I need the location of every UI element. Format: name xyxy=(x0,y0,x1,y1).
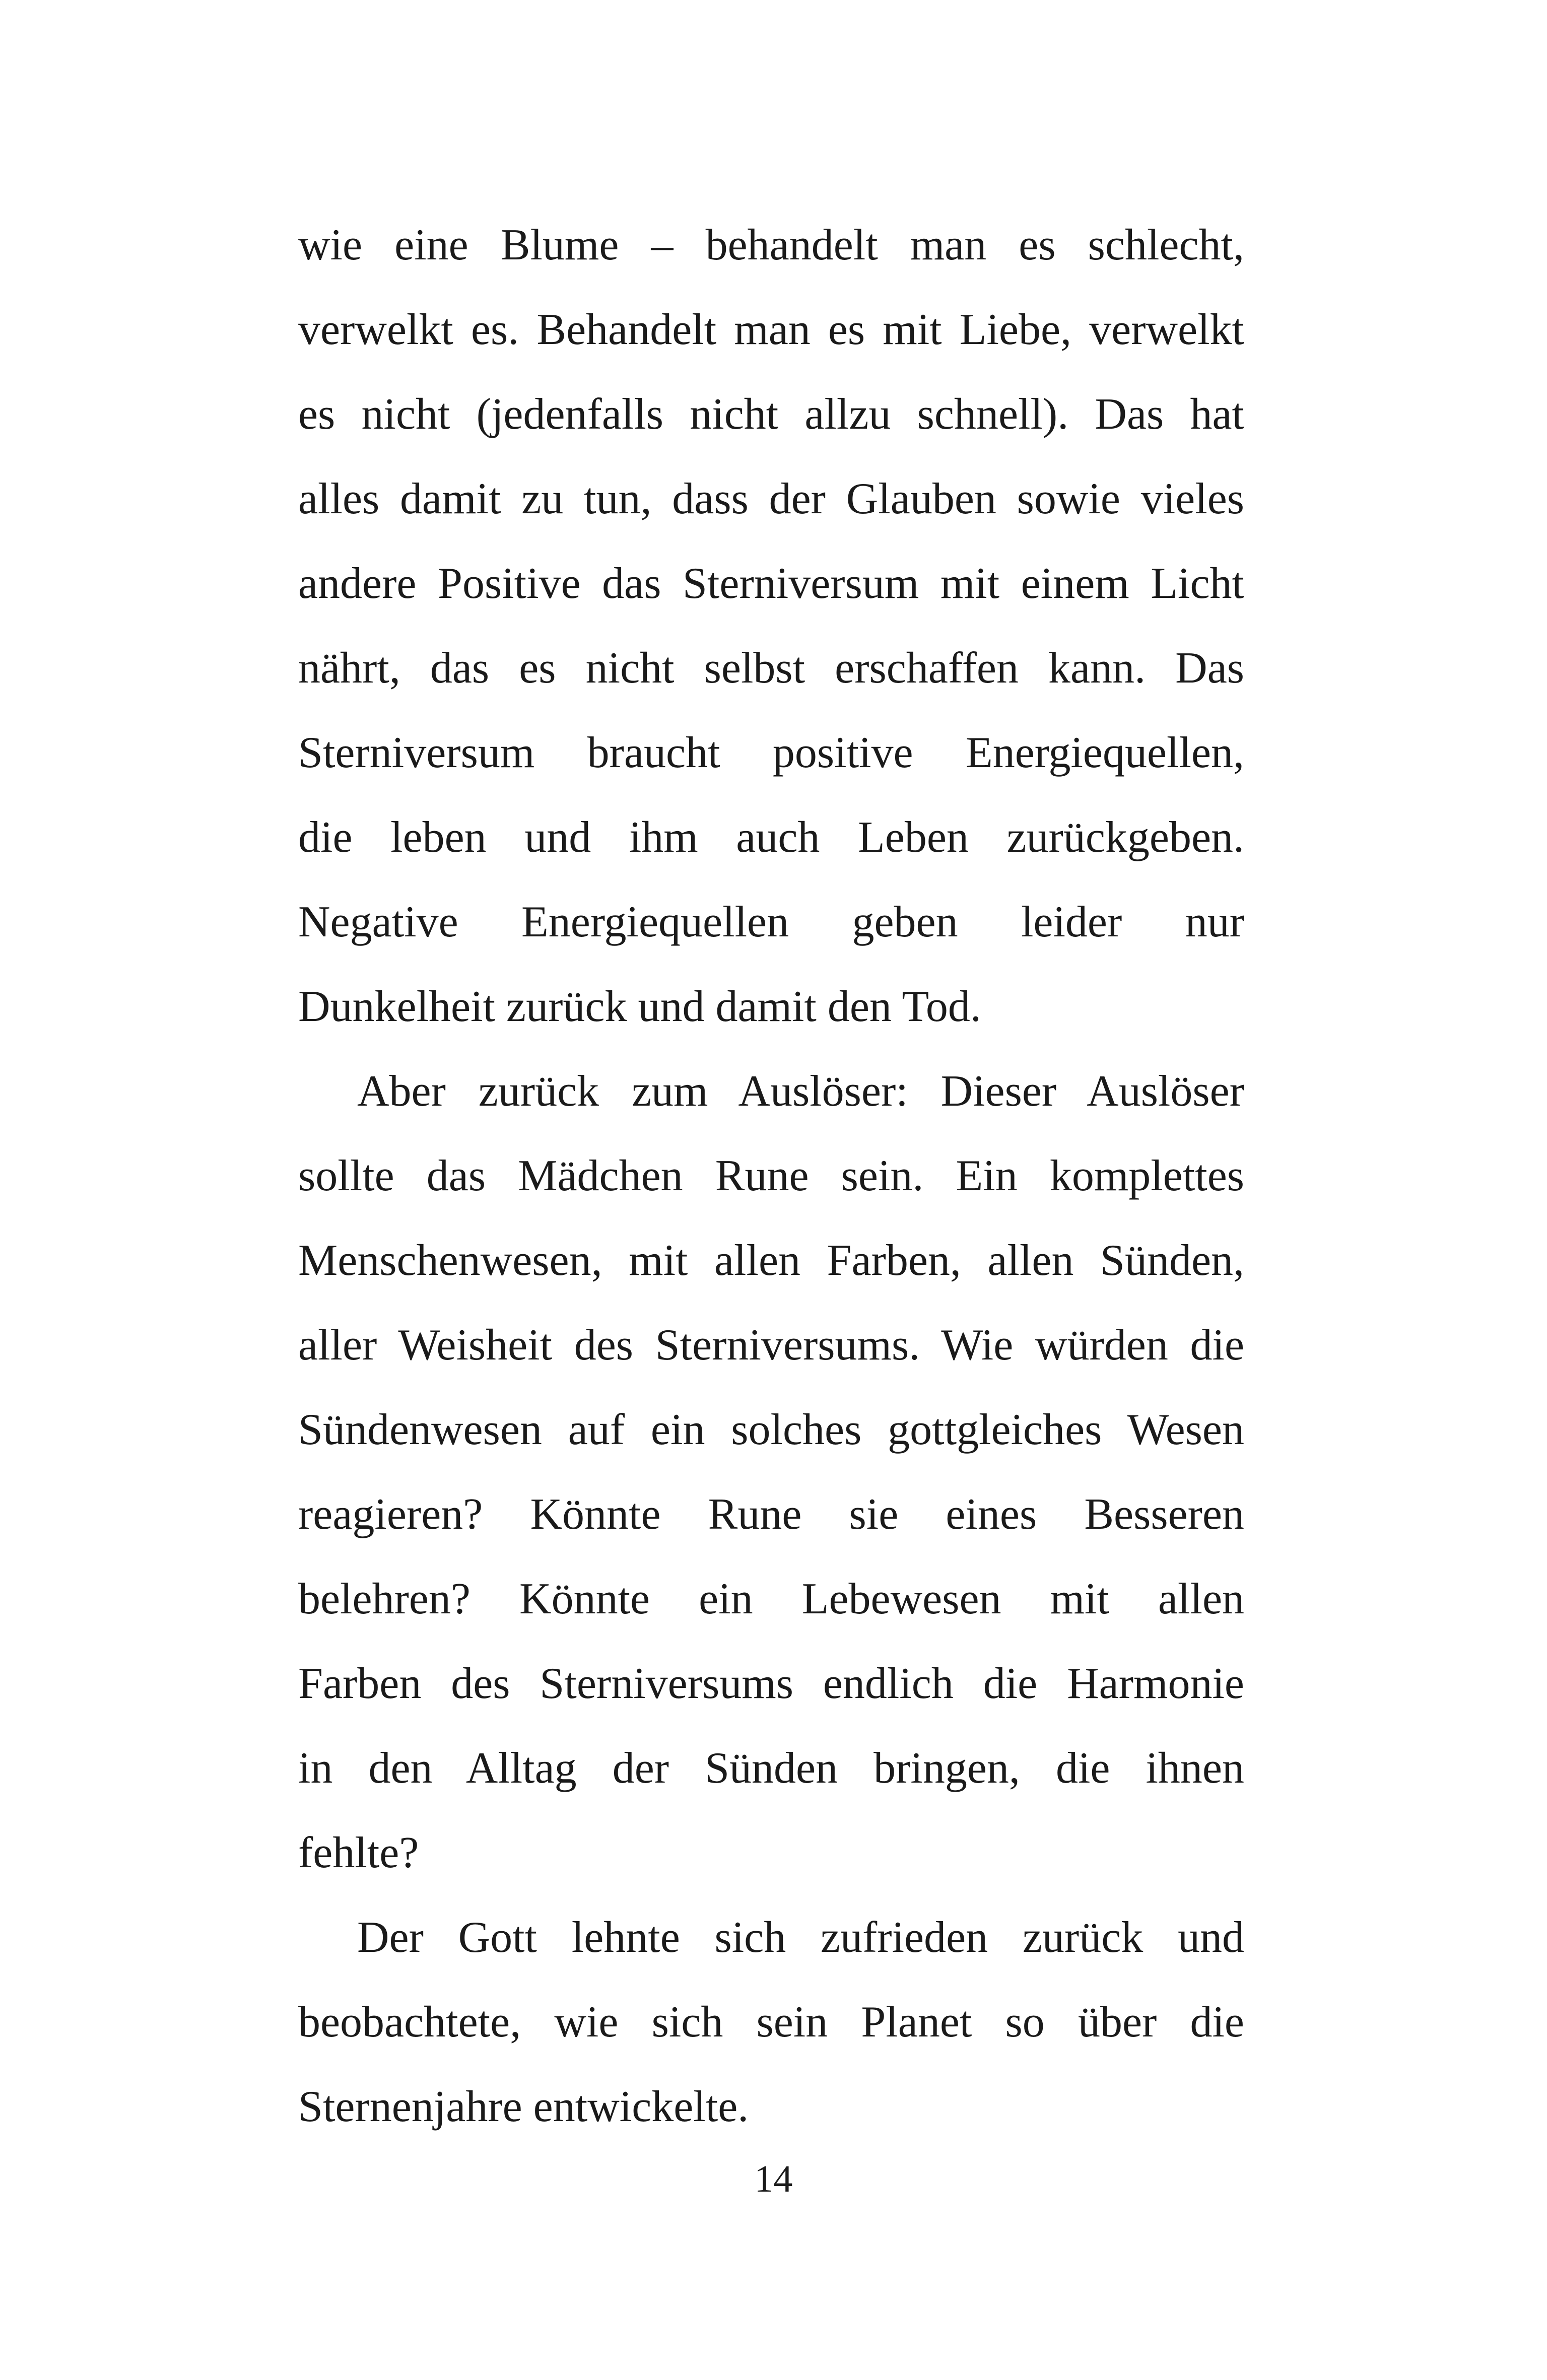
text-line: Sündenwesen auf ein solches gottgleiches Wesen xyxy=(298,1405,1244,1454)
text-line: in den Alltag der Sünden bringen, die ihnen xyxy=(298,1744,1244,1793)
text-line: reagieren? Könnte Rune sie eines Besseren xyxy=(298,1490,1244,1539)
text-line: Aber zurück zum Auslöser: Dieser Auslöser xyxy=(357,1067,1244,1116)
text-line: nährt, das es nicht selbst erschaffen kann. Das xyxy=(298,644,1244,693)
text-line: fehlte? xyxy=(298,1828,419,1877)
text-line: andere Positive das Sterniversum mit einem Licht xyxy=(298,559,1244,608)
page-number: 14 xyxy=(754,2158,793,2200)
text-line: wie eine Blume – behandelt man es schlecht, xyxy=(298,221,1244,269)
text-line: sollte das Mädchen Rune sein. Ein komplettes xyxy=(298,1151,1244,1200)
body-text xyxy=(298,203,1244,2149)
text-line: Sterniversum braucht positive Energiequellen, xyxy=(298,728,1244,777)
text-line: Negative Energiequellen geben leider nur xyxy=(298,898,1244,946)
text-line: Dunkelheit zurück und damit den Tod. xyxy=(298,982,981,1031)
text-line: alles damit zu tun, dass der Glauben sowie vieles xyxy=(298,474,1244,523)
text-line: die leben und ihm auch Leben zurückgeben. xyxy=(298,813,1244,862)
text-line: Der Gott lehnte sich zufrieden zurück und xyxy=(357,1913,1244,1962)
text-line: beobachtete, wie sich sein Planet so über die xyxy=(298,1998,1244,2047)
text-line: Farben des Sterniversums endlich die Harmonie xyxy=(298,1659,1244,1708)
text-line: belehren? Könnte ein Lebewesen mit allen xyxy=(298,1575,1244,1623)
text-line: aller Weisheit des Sterniversums. Wie würden die xyxy=(298,1321,1244,1370)
text-line: es nicht (jedenfalls nicht allzu schnell). Das hat xyxy=(298,390,1244,439)
text-line: verwelkt es. Behandelt man es mit Liebe, verwelkt xyxy=(298,305,1244,354)
text-line: Sternenjahre entwickelte. xyxy=(298,2082,749,2131)
text-line: Menschenwesen, mit allen Farben, allen Sünden, xyxy=(298,1236,1244,1285)
